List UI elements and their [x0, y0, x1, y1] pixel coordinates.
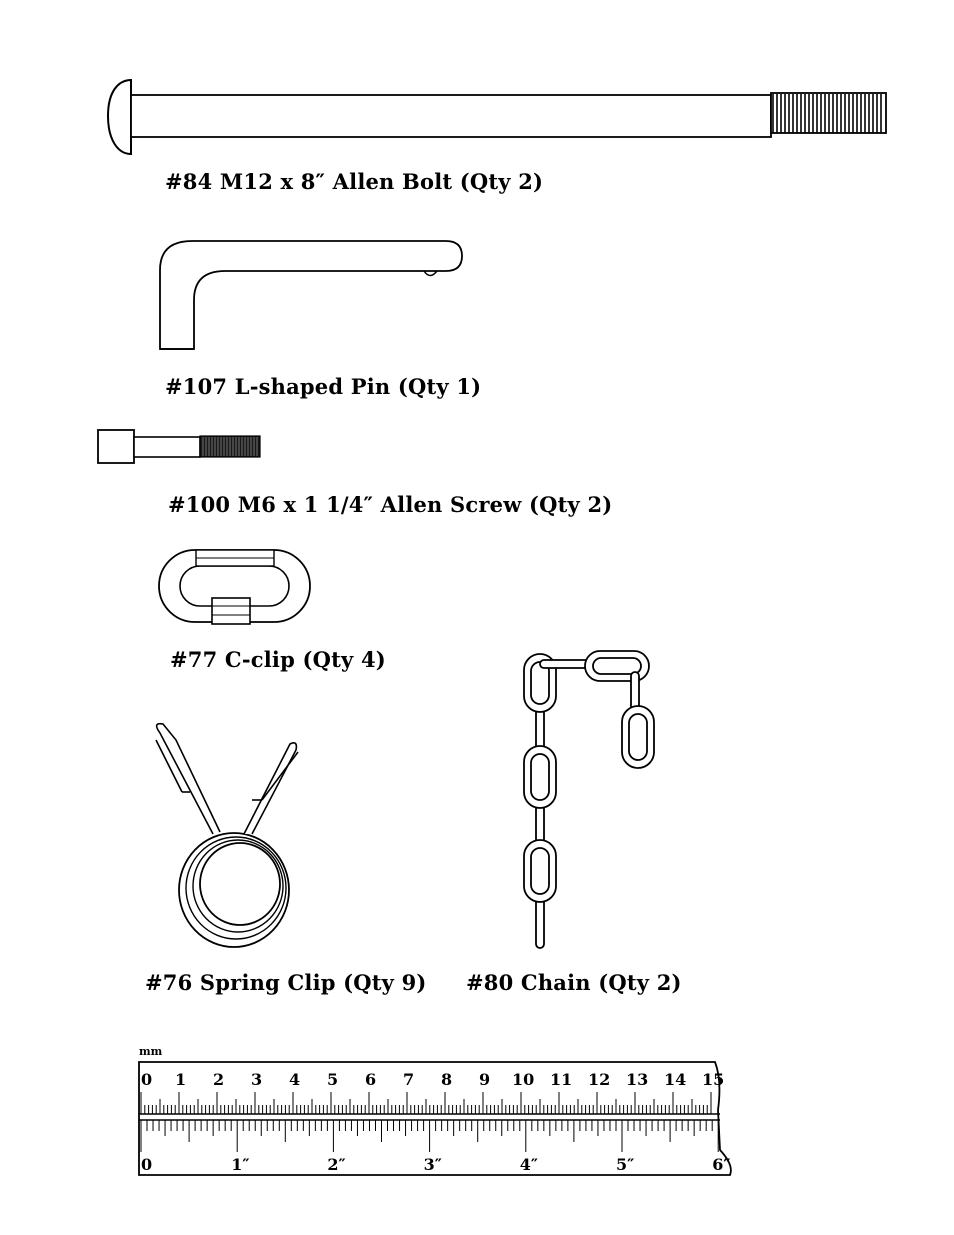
ruler-cm-label: 15: [702, 1070, 725, 1089]
ruler-cm-label: 4: [289, 1070, 301, 1089]
ruler-inch-label: 0: [141, 1155, 153, 1174]
ruler-cm-label: 9: [479, 1070, 491, 1089]
screw-label: #100 M6 x 1 1/4″ Allen Screw (Qty 2): [168, 492, 613, 517]
c-clip-label: #77 C-clip (Qty 4): [170, 647, 386, 672]
l-pin-label: #107 L-shaped Pin (Qty 1): [165, 374, 482, 399]
ruler-cm-label: 8: [441, 1070, 453, 1089]
ruler-inch-label: 3″: [423, 1155, 442, 1174]
ruler-cm-label: 2: [213, 1070, 225, 1089]
ruler-inch-label: 6″: [712, 1155, 731, 1174]
chain-label: #80 Chain (Qty 2): [466, 970, 682, 995]
ruler-cm-label: 13: [626, 1070, 649, 1089]
ruler-cm-label: 7: [403, 1070, 415, 1089]
ruler-inch-label: 2″: [327, 1155, 346, 1174]
ruler-cm-label: 12: [588, 1070, 611, 1089]
ruler-cm-label: 6: [365, 1070, 377, 1089]
ruler-cm-label: 5: [327, 1070, 339, 1089]
ruler-mm-unit: mm: [139, 1045, 163, 1058]
ruler-cm-label: 11: [550, 1070, 573, 1089]
ruler-inch-label: 1″: [231, 1155, 250, 1174]
ruler-inch-label: 4″: [519, 1155, 539, 1174]
ruler-cm-label: 0: [141, 1070, 153, 1089]
ruler-cm-label: 14: [664, 1070, 687, 1089]
ruler-cm-label: 3: [251, 1070, 263, 1089]
ruler-inch-label: 5″: [616, 1155, 635, 1174]
ruler-cm-label: 10: [512, 1070, 535, 1089]
bolt-label: #84 M12 x 8″ Allen Bolt (Qty 2): [165, 169, 544, 194]
ruler-cm-label: 1: [175, 1070, 187, 1089]
spring-clip-label: #76 Spring Clip (Qty 9): [145, 970, 427, 995]
